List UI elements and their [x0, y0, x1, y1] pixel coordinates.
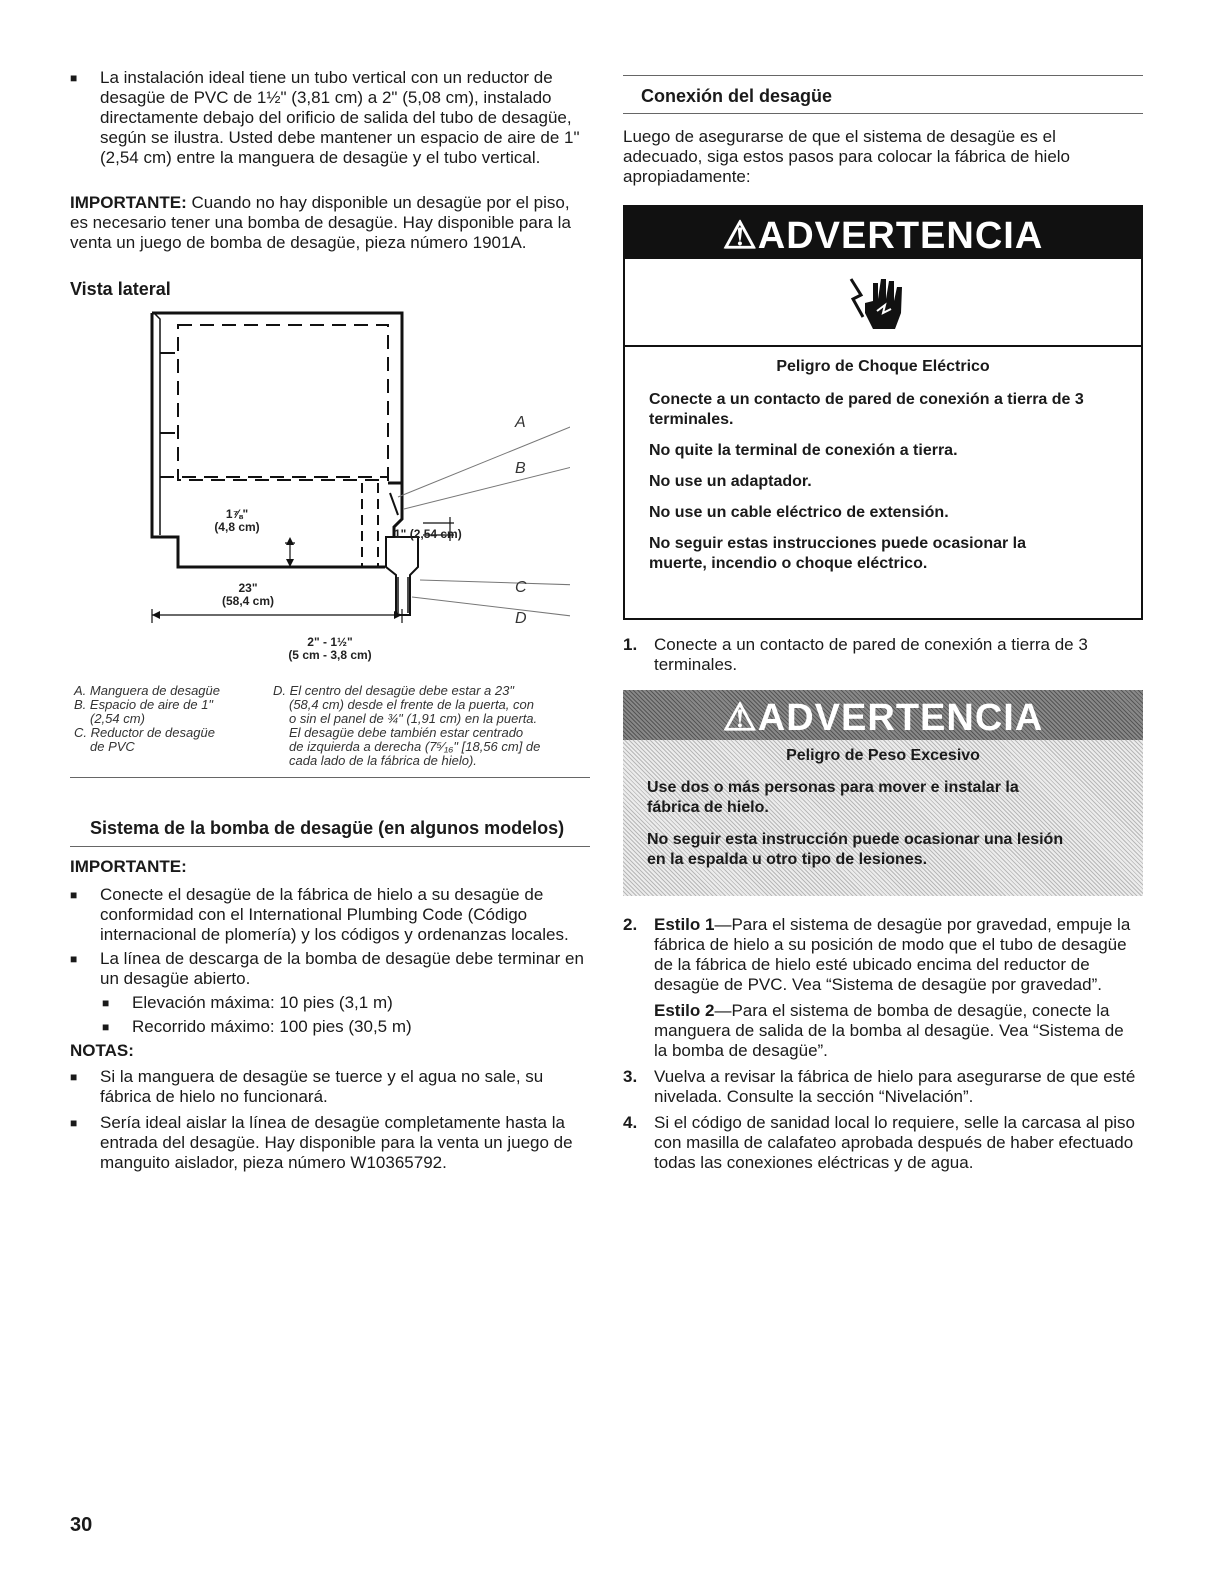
- weight-warning-line-1: Use dos o más personas para mover e instalar la fábrica de hielo.: [647, 779, 1019, 816]
- step-1: 1. Conecte a un contacto de pared de conexión a tierra de 3 terminales.: [623, 635, 1088, 674]
- dim-height: 1⅞" (4,8 cm): [214, 507, 260, 534]
- diagram-label-a: A: [515, 414, 526, 431]
- warning-header-2: ⚠ADVERTENCIA: [623, 690, 1143, 740]
- pump-list: [70, 885, 585, 1177]
- pvc-reducer: [386, 537, 418, 615]
- side-view-title: Vista lateral: [70, 279, 171, 299]
- note-1: ■ Si la manguera de desagüe se tuerce y el agua no sale, su fábrica de hielo no funcionará.: [70, 1067, 585, 1107]
- important-text: Cuando no hay disponible un desagüe por el piso, es necesario tener una bomba de desagüe. Hay disponible para la venta un juego de bomba de desagüe, pieza número 1901A.: [70, 193, 571, 252]
- pump-sub-1: ■ Elevación máxima: 10 pies (3,1 m): [70, 993, 585, 1013]
- weight-warning-box: [623, 690, 1143, 896]
- step-2: 2. Estilo 1—Para el sistema de desagüe por gravedad, empuje la fábrica de hielo a su posición de modo que el tubo de desagüe de la fábrica de hielo esté ubicado encima del reductor de desagüe de PVC. Vea “Sistema de desagüe por gravedad”.: [623, 915, 1131, 994]
- electrical-warning-line-2: No quite la terminal de conexión a tierra.: [649, 442, 958, 459]
- diagram-label-c: C: [515, 579, 527, 596]
- step-2b: Estilo 2—Para el sistema de bomba de desagüe, conecte la manguera de salida de la bomba al desagüe. Vea “Sistema de la bomba de desagüe”.: [654, 1001, 1124, 1060]
- pump-title: Sistema de la bomba de desagüe (en algunos modelos): [90, 818, 565, 838]
- warning-header-1: ⚠ADVERTENCIA: [625, 207, 1141, 259]
- important-label: IMPORTANTE:: [70, 193, 187, 212]
- side-view-diagram: [140, 305, 570, 675]
- note-2: ■ Sería ideal aislar la línea de desagüe completamente hasta la entrada del desagüe. Hay disponible para la venta un juego de manguito aislador, pieza número W10365792.: [70, 1113, 585, 1173]
- pump-bullet-1: ■ Conecte el desagüe de la fábrica de hielo a su desagüe de conformidad con el International Plumbing Code (Código internacional de plomería) y los códigos y ordenanzas locales.: [70, 885, 585, 945]
- steps-list: [623, 915, 1138, 1173]
- step-3: 3. Vuelva a revisar la fábrica de hielo para asegurarse de que esté nivelada. Consulte la sección “Nivelación”.: [623, 1067, 1136, 1106]
- leader-c: [420, 580, 570, 585]
- page-number: 30: [70, 1514, 93, 1536]
- ice-bin-outline: [178, 325, 388, 480]
- dim-drain: 2" - 1½" (5 cm - 3,8 cm): [288, 635, 372, 662]
- electrical-warning-line-3: No use un adaptador.: [649, 473, 812, 490]
- leader-a: [398, 423, 570, 497]
- diagram-label-d: D: [515, 610, 527, 627]
- weight-warning-title: Peligro de Peso Excesivo: [786, 747, 980, 764]
- caption-d: D. El centro del desagüe debe estar a 23" (58,4 cm) desde el frente de la puerta, con o sin el panel de ¾" (1,91 cm) en la puerta. El desagüe debe también estar centrado de izquierda a derecha (7⁵⁄₁₆" [18,56 cm] de cada lado de la fábrica de hielo).: [273, 683, 541, 768]
- pump-important: IMPORTANTE:: [70, 857, 187, 876]
- electrical-warning-line-1: Conecte a un contacto de pared de conexión a tierra de 3 terminales.: [649, 391, 1084, 428]
- dim-gap: 1" (2,54 cm): [394, 527, 462, 541]
- electrical-warning-line-4: No use un cable eléctrico de extensión.: [649, 504, 949, 521]
- electric-shock-hand-icon: [843, 273, 913, 333]
- step-4: 4. Si el código de sanidad local lo requiere, selle la carcasa al piso con masilla de calafateo aprobada después de haber efectuado todas las conexiones eléctricas y de agua.: [623, 1113, 1136, 1172]
- dim-width: 23" (58,4 cm): [221, 581, 275, 608]
- electrical-warning-line-5: No seguir estas instrucciones puede ocasionar la muerte, incendio o choque eléctrico.: [649, 535, 1027, 572]
- notes-label: NOTAS:: [70, 1041, 134, 1060]
- drain-connection-title: Conexión del desagüe: [641, 86, 833, 106]
- weight-warning-line-2: No seguir esta instrucción puede ocasionar una lesión en la espalda u otro tipo de lesiones.: [647, 831, 1064, 868]
- important-paragraph: [70, 193, 585, 253]
- captions-left: A. Manguera de desagüe B. Espacio de aire de 1" (2,54 cm) C. Reductor de desagüe de PVC: [74, 683, 220, 754]
- pump-bullet-2: ■ La línea de descarga de la bomba de desagüe debe terminar en un desagüe abierto.: [70, 949, 585, 989]
- electrical-warning-box: [623, 205, 1143, 620]
- leader-d: [412, 597, 570, 617]
- pump-sub-2: ■ Recorrido máximo: 100 pies (30,5 m): [70, 1017, 585, 1037]
- intro-bullet: ■ La instalación ideal tiene un tubo vertical con un reductor de desagüe de PVC de 1½" (3,81 cm) a 2" (5,08 cm), instalado directamente debajo del orificio de salida del tubo de desagüe, según se ilustra. Usted debe mantener un espacio de aire de 1" (2,54 cm) entre la manguera de desagüe y el tubo vertical.: [70, 68, 590, 168]
- leader-b: [404, 465, 570, 509]
- diagram-label-b: B: [515, 460, 526, 477]
- shock-icon-area: [625, 259, 1141, 347]
- electrical-warning-title: Peligro de Choque Eléctrico: [776, 358, 990, 375]
- drain-connection-intro: Luego de asegurarse de que el sistema de desagüe es el adecuado, siga estos pasos para colocar la fábrica de hielo apropiadamente:: [623, 127, 1071, 186]
